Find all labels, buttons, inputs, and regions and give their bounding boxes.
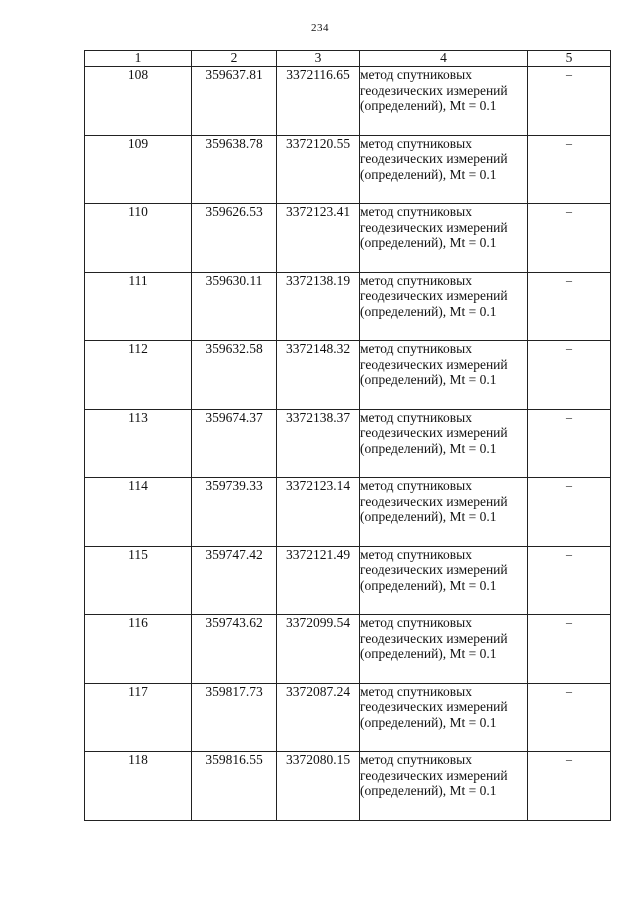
y-coordinate-cell: 3372123.41: [277, 204, 360, 273]
table-row: [85, 683, 611, 752]
accuracy-cell: –: [528, 546, 611, 615]
method-cell: метод спутниковых геодезических измерений (определений), Mt = 0.1: [360, 752, 528, 821]
accuracy-cell: –: [528, 341, 611, 410]
x-coordinate-cell: 359816.55: [192, 752, 277, 821]
y-coordinate-cell: 3372116.65: [277, 67, 360, 136]
y-coordinate-cell: 3372099.54: [277, 615, 360, 684]
method-cell: метод спутниковых геодезических измерений (определений), Mt = 0.1: [360, 341, 528, 410]
point-number-cell: 115: [85, 546, 192, 615]
point-number-cell: 112: [85, 341, 192, 410]
method-cell: метод спутниковых геодезических измерений (определений), Mt = 0.1: [360, 272, 528, 341]
x-coordinate-cell: 359743.62: [192, 615, 277, 684]
x-coordinate-cell: 359630.11: [192, 272, 277, 341]
column-header-1: 1: [85, 51, 192, 67]
point-number-cell: 108: [85, 67, 192, 136]
table-header: [85, 51, 611, 67]
table-row: [85, 409, 611, 478]
accuracy-cell: –: [528, 272, 611, 341]
method-cell: метод спутниковых геодезических измерений (определений), Mt = 0.1: [360, 615, 528, 684]
x-coordinate-cell: 359739.33: [192, 478, 277, 547]
point-number-cell: 111: [85, 272, 192, 341]
y-coordinate-cell: 3372138.19: [277, 272, 360, 341]
column-header-5: 5: [528, 51, 611, 67]
accuracy-cell: –: [528, 615, 611, 684]
method-cell: метод спутниковых геодезических измерений (определений), Mt = 0.1: [360, 135, 528, 204]
coordinates-table: [84, 50, 611, 821]
x-coordinate-cell: 359638.78: [192, 135, 277, 204]
y-coordinate-cell: 3372120.55: [277, 135, 360, 204]
x-coordinate-cell: 359747.42: [192, 546, 277, 615]
table-row: [85, 272, 611, 341]
header-row: [85, 51, 611, 67]
point-number-cell: 114: [85, 478, 192, 547]
y-coordinate-cell: 3372080.15: [277, 752, 360, 821]
accuracy-cell: –: [528, 683, 611, 752]
accuracy-cell: –: [528, 204, 611, 273]
point-number-cell: 113: [85, 409, 192, 478]
table-row: [85, 204, 611, 273]
table-row: [85, 546, 611, 615]
y-coordinate-cell: 3372138.37: [277, 409, 360, 478]
table-row: [85, 135, 611, 204]
method-cell: метод спутниковых геодезических измерений (определений), Mt = 0.1: [360, 204, 528, 273]
point-number-cell: 116: [85, 615, 192, 684]
page-number: 234: [311, 22, 329, 34]
table-body: [85, 67, 611, 821]
table-row: [85, 341, 611, 410]
table-row: [85, 67, 611, 136]
accuracy-cell: –: [528, 409, 611, 478]
table-row: [85, 478, 611, 547]
accuracy-cell: –: [528, 67, 611, 136]
method-cell: метод спутниковых геодезических измерений (определений), Mt = 0.1: [360, 683, 528, 752]
table-row: [85, 752, 611, 821]
point-number-cell: 110: [85, 204, 192, 273]
method-cell: метод спутниковых геодезических измерений (определений), Mt = 0.1: [360, 67, 528, 136]
accuracy-cell: –: [528, 135, 611, 204]
x-coordinate-cell: 359632.58: [192, 341, 277, 410]
y-coordinate-cell: 3372123.14: [277, 478, 360, 547]
x-coordinate-cell: 359674.37: [192, 409, 277, 478]
accuracy-cell: –: [528, 478, 611, 547]
column-header-3: 3: [277, 51, 360, 67]
method-cell: метод спутниковых геодезических измерений (определений), Mt = 0.1: [360, 478, 528, 547]
x-coordinate-cell: 359637.81: [192, 67, 277, 136]
table-row: [85, 615, 611, 684]
x-coordinate-cell: 359626.53: [192, 204, 277, 273]
point-number-cell: 117: [85, 683, 192, 752]
column-header-2: 2: [192, 51, 277, 67]
method-cell: метод спутниковых геодезических измерений (определений), Mt = 0.1: [360, 409, 528, 478]
accuracy-cell: –: [528, 752, 611, 821]
method-cell: метод спутниковых геодезических измерений (определений), Mt = 0.1: [360, 546, 528, 615]
y-coordinate-cell: 3372121.49: [277, 546, 360, 615]
column-header-4: 4: [360, 51, 528, 67]
point-number-cell: 118: [85, 752, 192, 821]
x-coordinate-cell: 359817.73: [192, 683, 277, 752]
y-coordinate-cell: 3372087.24: [277, 683, 360, 752]
point-number-cell: 109: [85, 135, 192, 204]
y-coordinate-cell: 3372148.32: [277, 341, 360, 410]
